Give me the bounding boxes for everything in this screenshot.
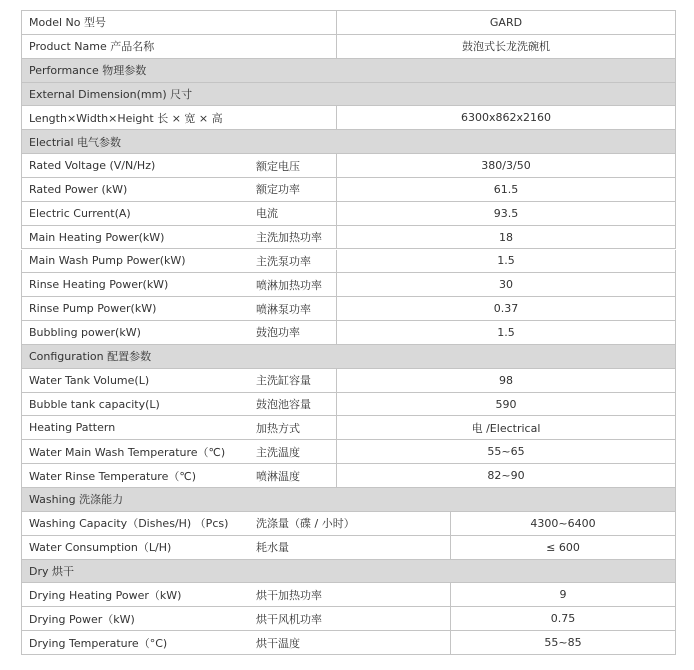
spec-row <box>21 178 676 202</box>
spec-label-en: Water Tank Volume(L) <box>29 373 150 387</box>
spec-value: 4300~6400 <box>450 512 675 535</box>
spec-label-cn: 喷淋泵功率 <box>256 302 311 316</box>
spec-row <box>21 273 676 297</box>
spec-label-cn: 鼓泡池容量 <box>256 398 311 412</box>
spec-row <box>21 250 676 274</box>
spec-value: 55~65 <box>336 440 675 463</box>
spec-value: 18 <box>336 226 675 249</box>
spec-label-en: Electric Current(A) <box>29 206 131 220</box>
spec-value: 30 <box>336 273 675 296</box>
spec-value: 590 <box>336 393 675 416</box>
spec-value: 1.5 <box>336 321 675 344</box>
spec-label-en: Bubble tank capacity(L) <box>29 397 160 411</box>
spec-label-en: Drying Power（kW) <box>29 612 135 626</box>
spec-label-cn: 主洗泵功率 <box>256 254 311 268</box>
spec-label-cn: 烘干加热功率 <box>256 588 322 602</box>
section-title: External Dimension(mm) 尺寸 <box>29 87 193 101</box>
section-header <box>21 83 676 107</box>
spec-row <box>21 106 676 130</box>
header-value: 鼓泡式长龙洗碗机 <box>336 35 675 58</box>
spec-value: 0.37 <box>336 297 675 320</box>
spec-row <box>21 393 676 417</box>
spec-label-cn: 鼓泡功率 <box>256 326 300 340</box>
spec-label-cn: 喷淋加热功率 <box>256 278 322 292</box>
spec-value: 82~90 <box>336 464 675 487</box>
spec-label-cn: 洗涤量（碟 / 小时） <box>256 517 355 531</box>
spec-row <box>21 297 676 321</box>
spec-label-cn: 主洗加热功率 <box>256 231 322 245</box>
spec-row <box>21 154 676 178</box>
spec-value: 55~85 <box>450 631 675 654</box>
spec-label-en: Rated Power (kW) <box>29 182 128 196</box>
spec-row <box>21 583 676 607</box>
spec-label-en: Rinse Heating Power(kW) <box>29 278 169 292</box>
spec-value: 6300x862x2160 <box>336 106 675 129</box>
spec-label-en: Main Heating Power(kW) <box>29 230 165 244</box>
section-title: Performance 物理参数 <box>29 64 147 78</box>
spec-label-cn: 喷淋温度 <box>256 469 300 483</box>
section-title: Dry 烘干 <box>29 564 74 578</box>
spec-label-cn: 耗水量 <box>256 541 289 555</box>
spec-value: 电 /Electrical <box>336 416 675 439</box>
section-title: Washing 洗涤能力 <box>29 493 124 507</box>
header-label: Product Name 产品名称 <box>29 40 155 54</box>
spec-label-en: Water Main Wash Temperature（℃) <box>29 445 226 459</box>
spec-value: 380/3/50 <box>336 154 675 177</box>
spec-row <box>21 440 676 464</box>
spec-label-en: Drying Temperature（°C) <box>29 636 168 650</box>
spec-label-en: Main Wash Pump Power(kW) <box>29 254 186 268</box>
section-header <box>21 59 676 83</box>
spec-value: 9 <box>450 583 675 606</box>
spec-label-cn: 主洗温度 <box>256 445 300 459</box>
spec-label-cn: 加热方式 <box>256 421 300 435</box>
spec-label-cn: 主洗缸容量 <box>256 374 311 388</box>
spec-value: 1.5 <box>336 250 675 273</box>
spec-value: 93.5 <box>336 202 675 225</box>
spec-label-cn: 电流 <box>256 207 278 221</box>
spec-row <box>21 512 676 536</box>
spec-row <box>21 416 676 440</box>
spec-label-en: Water Consumption（L/H) <box>29 541 172 555</box>
spec-label-cn: 烘干温度 <box>256 636 300 650</box>
spec-row <box>21 464 676 488</box>
section-header <box>21 560 676 584</box>
spec-label-en: Rinse Pump Power(kW) <box>29 302 157 316</box>
spec-row <box>21 607 676 631</box>
spec-value: 0.75 <box>450 607 675 630</box>
spec-label-en: Length×Width×Height 长 × 宽 × 高 <box>29 111 223 125</box>
header-row <box>21 10 676 35</box>
spec-label-en: Washing Capacity（Dishes/H) （Pcs) <box>29 517 229 531</box>
section-title: Configuration 配置参数 <box>29 350 152 364</box>
spec-label-en: Heating Pattern <box>29 421 116 435</box>
spec-row <box>21 536 676 560</box>
spec-label-cn: 额定功率 <box>256 183 300 197</box>
spec-label-cn: 额定电压 <box>256 159 300 173</box>
spec-row <box>21 226 676 250</box>
spec-table <box>21 10 676 655</box>
spec-label-cn: 烘干风机功率 <box>256 612 322 626</box>
spec-value: 61.5 <box>336 178 675 201</box>
spec-value: 98 <box>336 369 675 392</box>
spec-label-en: Water Rinse Temperature（℃) <box>29 469 197 483</box>
spec-value: ≤ 600 <box>450 536 675 559</box>
section-title: Electrial 电气参数 <box>29 135 122 149</box>
spec-row <box>21 631 676 655</box>
header-label: Model No 型号 <box>29 16 106 30</box>
spec-label-en: Rated Voltage (V/N/Hz) <box>29 159 156 173</box>
spec-label-en: Drying Heating Power（kW) <box>29 588 182 602</box>
spec-row <box>21 202 676 226</box>
spec-row <box>21 369 676 393</box>
spec-label-en: Bubbling power(kW) <box>29 325 141 339</box>
header-row <box>21 35 676 59</box>
section-header <box>21 130 676 154</box>
spec-row <box>21 321 676 345</box>
header-value: GARD <box>336 11 675 34</box>
section-header <box>21 345 676 369</box>
section-header <box>21 488 676 512</box>
